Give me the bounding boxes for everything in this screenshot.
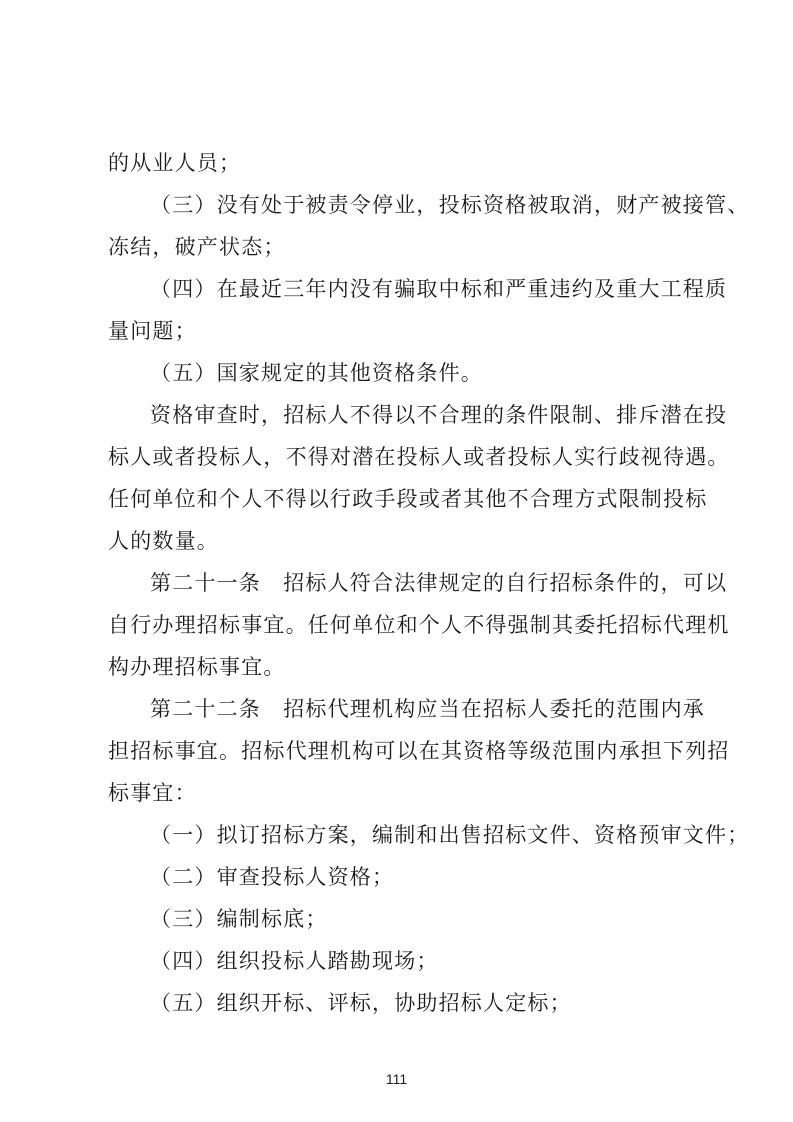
text-line: 担招标事宜。招标代理机构可以在其资格等级范围内承担下列招 (108, 739, 730, 763)
body-text (108, 142, 750, 1024)
list-item: （三）编制标底； (150, 907, 328, 931)
text-line: 任何单位和个人不得以行政手段或者其他不合理方式限制投标 (108, 487, 708, 511)
text-line: 自行办理招标事宜。任何单位和个人不得强制其委托招标代理机 (108, 613, 730, 637)
list-item: （一）拟订招标方案，编制和出售招标文件、资格预审文件； (150, 823, 750, 847)
article-21-heading-line: 第二十一条 招标人符合法律规定的自行招标条件的，可以 (150, 571, 728, 595)
list-item: （四）组织投标人踏勘现场； (150, 949, 439, 973)
text-line: （三）没有处于被责令停业，投标资格被取消，财产被接管、 (150, 193, 750, 217)
text-line: 量问题； (108, 319, 197, 343)
page-number: 111 (385, 1071, 408, 1087)
article-22-heading-line: 第二十二条 招标代理机构应当在招标人委托的范围内承 (150, 697, 705, 721)
text-line: 资格审查时，招标人不得以不合理的条件限制、排斥潜在投 (150, 403, 728, 427)
text-line: （四）在最近三年内没有骗取中标和严重违约及重大工程质 (150, 277, 728, 301)
text-line: 标事宜： (108, 781, 197, 805)
text-line: 冻结，破产状态； (108, 235, 286, 259)
text-line: （五）国家规定的其他资格条件。 (150, 361, 483, 385)
list-item: （五）组织开标、评标，协助招标人定标； (150, 991, 572, 1015)
text-line: 的从业人员； (108, 151, 242, 175)
text-line: 标人或者投标人，不得对潜在投标人或者投标人实行歧视待遇。 (108, 445, 730, 469)
text-line: 构办理招标事宜。 (108, 655, 286, 679)
text-line: 人的数量。 (108, 529, 219, 553)
list-item: （二）审查投标人资格； (150, 865, 395, 889)
